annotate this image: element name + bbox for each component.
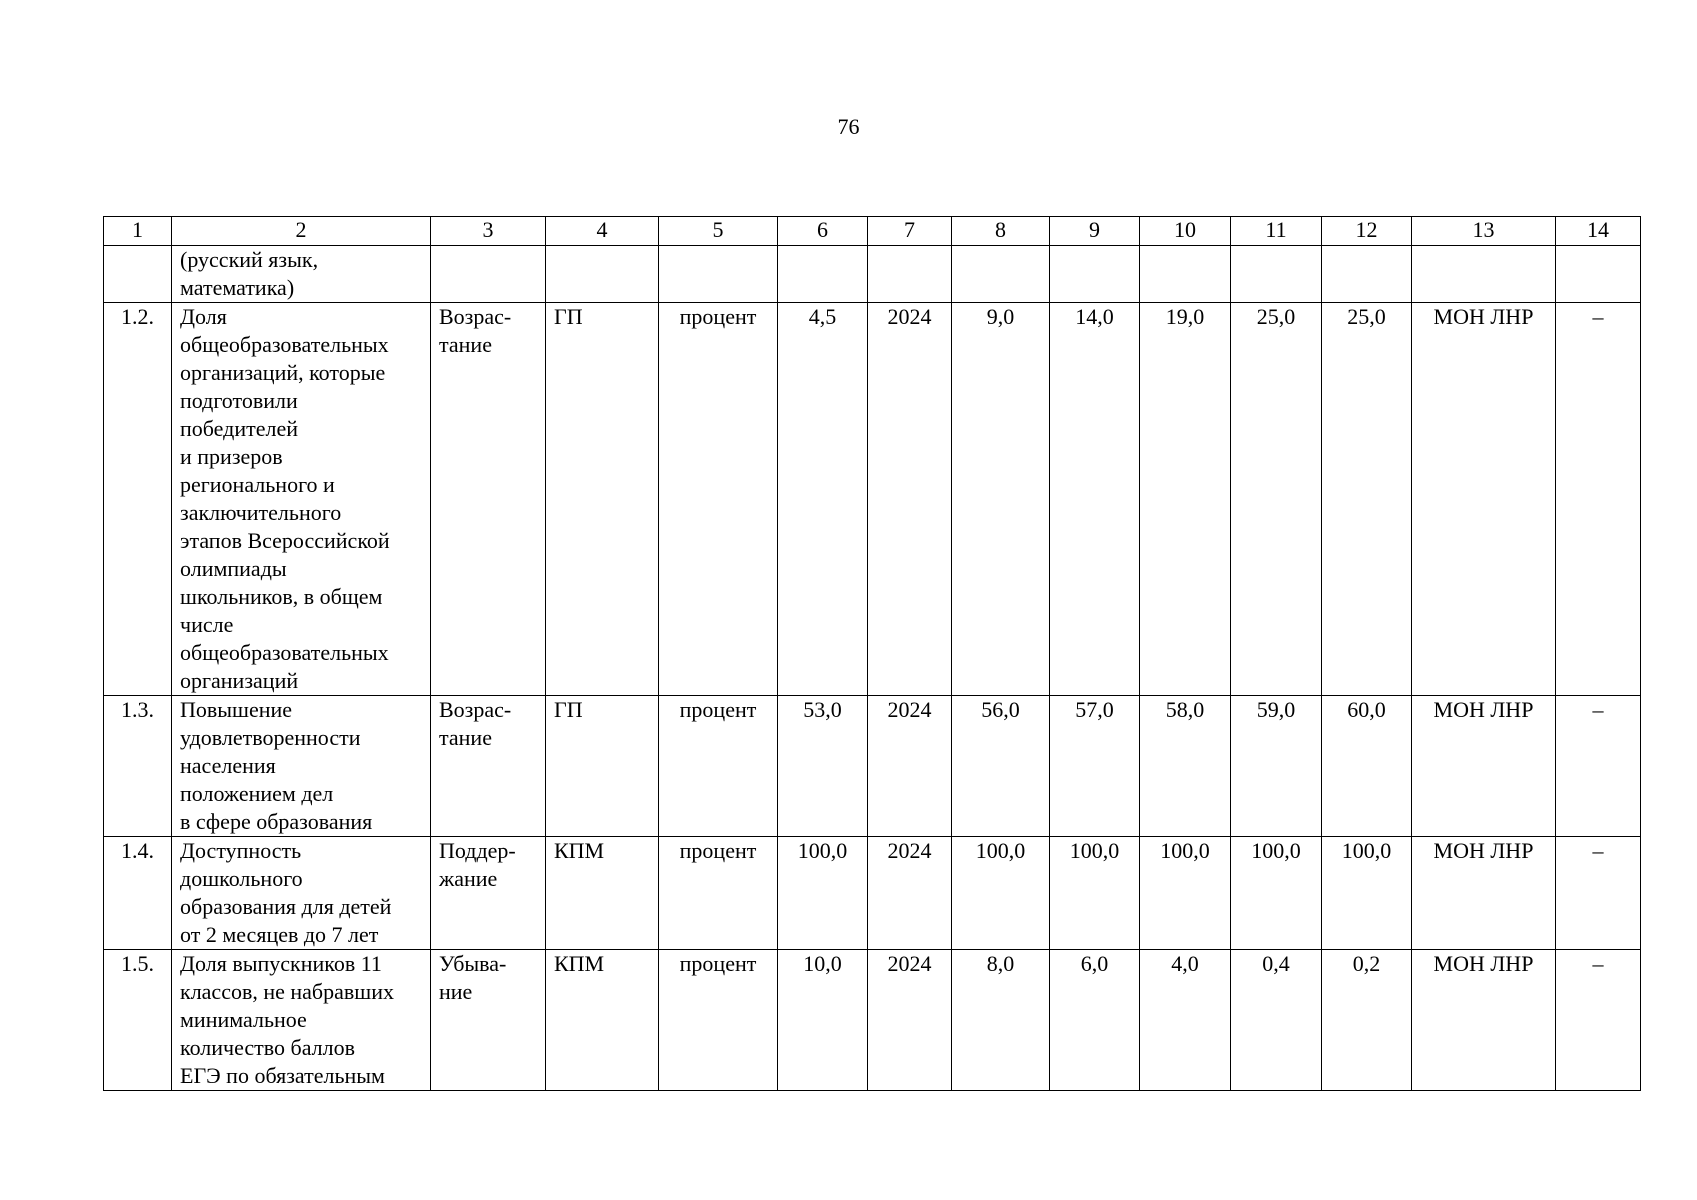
responsible-cell [1412,246,1556,303]
value-cell: 56,0 [952,696,1050,837]
base-value-cell: 53,0 [778,696,868,837]
responsible-cell: МОН ЛНР [1412,837,1556,950]
header-cell-7: 7 [868,217,952,246]
note-cell [1556,246,1641,303]
header-cell-14: 14 [1556,217,1641,246]
value-cell: 19,0 [1140,303,1231,696]
value-cell: 9,0 [952,303,1050,696]
header-cell-13: 13 [1412,217,1556,246]
base-value-cell: 4,5 [778,303,868,696]
value-cell: 4,0 [1140,950,1231,1091]
level-cell: КПМ [546,950,659,1091]
table-row [104,246,1641,303]
trend-cell: Возрас- тание [431,696,546,837]
indicators-table [103,216,1641,1091]
header-cell-6: 6 [778,217,868,246]
trend-cell [431,246,546,303]
table-row [104,950,1641,1091]
value-cell [1050,246,1140,303]
responsible-cell: МОН ЛНР [1412,696,1556,837]
base-year-cell: 2024 [868,837,952,950]
base-value-cell [778,246,868,303]
unit-cell: процент [659,303,778,696]
note-cell: – [1556,950,1641,1091]
header-cell-10: 10 [1140,217,1231,246]
value-cell: 100,0 [1322,837,1412,950]
indicator-name-cell: Повышение удовлетворенности населения положением дел в сфере образования [172,696,431,837]
base-year-cell [868,246,952,303]
header-cell-3: 3 [431,217,546,246]
base-value-cell: 100,0 [778,837,868,950]
indicator-name-cell: (русский язык, математика) [172,246,431,303]
value-cell: 100,0 [952,837,1050,950]
level-cell [546,246,659,303]
value-cell: 100,0 [1231,837,1322,950]
trend-cell: Убыва- ние [431,950,546,1091]
table-row [104,837,1641,950]
value-cell: 25,0 [1322,303,1412,696]
note-cell: – [1556,696,1641,837]
responsible-cell: МОН ЛНР [1412,303,1556,696]
header-cell-9: 9 [1050,217,1140,246]
value-cell: 25,0 [1231,303,1322,696]
base-year-cell: 2024 [868,696,952,837]
page-number: 76 [837,114,860,139]
indicator-name-cell: Доля общеобразовательных организаций, которые подготовили победителей и призеров регионального и заключительного этапов Всероссийской олимпиады школьников, в общем числе общеобразовательных организаций [172,303,431,696]
value-cell: 100,0 [1050,837,1140,950]
value-cell: 57,0 [1050,696,1140,837]
value-cell: 14,0 [1050,303,1140,696]
header-cell-5: 5 [659,217,778,246]
value-cell: 8,0 [952,950,1050,1091]
trend-cell: Поддер- жание [431,837,546,950]
note-cell: – [1556,303,1641,696]
trend-cell: Возрас- тание [431,303,546,696]
responsible-cell: МОН ЛНР [1412,950,1556,1091]
row-number-cell: 1.3. [104,696,172,837]
base-year-cell: 2024 [868,303,952,696]
base-year-cell: 2024 [868,950,952,1091]
header-cell-8: 8 [952,217,1050,246]
unit-cell: процент [659,837,778,950]
header-cell-11: 11 [1231,217,1322,246]
row-number-cell: 1.5. [104,950,172,1091]
level-cell: КПМ [546,837,659,950]
value-cell [1322,246,1412,303]
value-cell [952,246,1050,303]
unit-cell [659,246,778,303]
level-cell: ГП [546,696,659,837]
level-cell: ГП [546,303,659,696]
row-number-cell [104,246,172,303]
table-row [104,696,1641,837]
value-cell: 58,0 [1140,696,1231,837]
header-cell-12: 12 [1322,217,1412,246]
row-number-cell: 1.4. [104,837,172,950]
value-cell [1140,246,1231,303]
value-cell: 60,0 [1322,696,1412,837]
row-number-cell: 1.2. [104,303,172,696]
value-cell: 6,0 [1050,950,1140,1091]
unit-cell: процент [659,696,778,837]
base-value-cell: 10,0 [778,950,868,1091]
indicator-name-cell: Доступность дошкольного образования для детей от 2 месяцев до 7 лет [172,837,431,950]
header-cell-4: 4 [546,217,659,246]
value-cell: 100,0 [1140,837,1231,950]
header-row [104,217,1641,246]
header-cell-1: 1 [104,217,172,246]
unit-cell: процент [659,950,778,1091]
value-cell: 0,2 [1322,950,1412,1091]
value-cell: 59,0 [1231,696,1322,837]
note-cell: – [1556,837,1641,950]
header-cell-2: 2 [172,217,431,246]
value-cell: 0,4 [1231,950,1322,1091]
value-cell [1231,246,1322,303]
indicator-name-cell: Доля выпускников 11 классов, не набравших минимальное количество баллов ЕГЭ по обязательным [172,950,431,1091]
table-row [104,303,1641,696]
